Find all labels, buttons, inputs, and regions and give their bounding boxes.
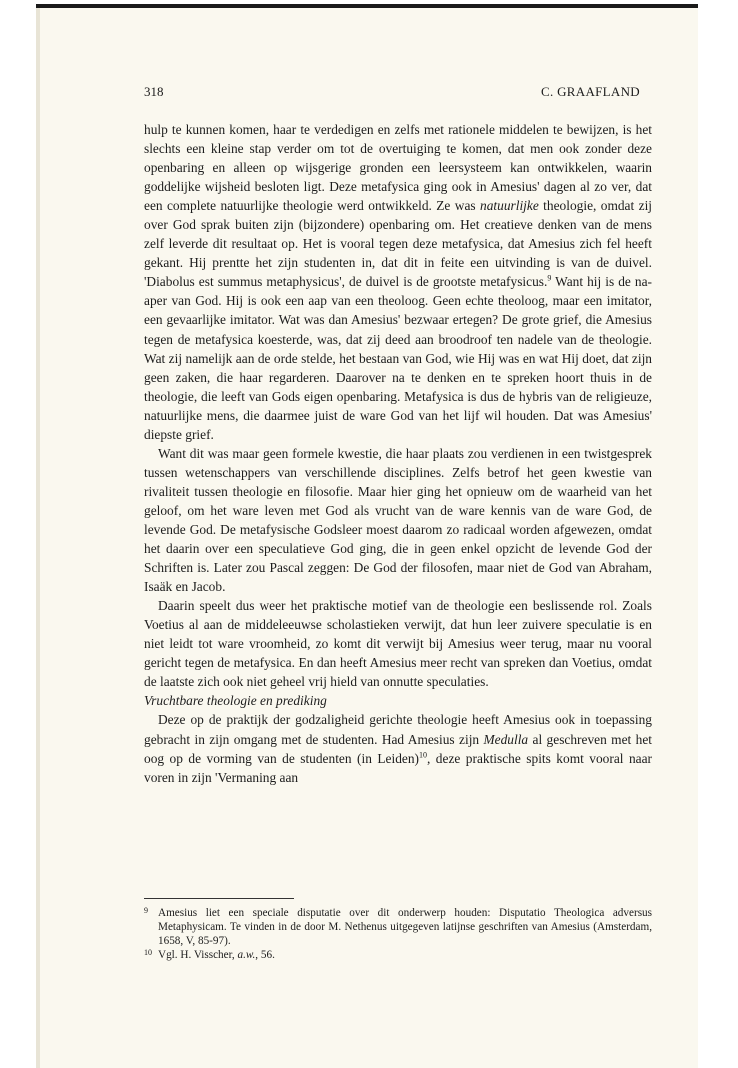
paragraph-4-text-c: , deze praktische spits komt vooral naar voren in zijn 'Vermaning aan [144,750,653,785]
running-head [144,84,640,102]
page-number: 318 [144,84,164,99]
body-text [144,120,652,787]
footnote-mark: 10 [144,948,152,957]
emphasis-natuurlijke: natuurlijke [480,198,539,214]
section-heading: Vruchtbare theologie en prediking [144,693,327,709]
footnote-9 [144,906,652,948]
footnote-mark: 9 [144,906,148,915]
footnote-rule [144,898,294,899]
page-gutter [36,8,40,1068]
paragraph-2: Want dit was maar geen formele kwestie, die haar plaats zou verdienen in een twistgesprek tussen wetenschappers van verschillende disciplines. Zelfs betrof het geen kwestie van rivaliteit tussen theologie en filosofie. Maar hier ging het opnieuw om de waarheid van het geloof, om het ware leven met God als vrucht van de ware kennis van de ware God, de levende God. De metafysische Godsleer moest daarom zo radicaal worden afgewezen, omdat het daarin over een speculatieve God ging, die in geen enkel opzicht de levende God der Schriften is. Later zou Pascal zeggen: De God der filosofen, maar niet de God van Abraham, Isaäk en Jacob. [144,445,652,595]
footnote-text: Amesius liet een speciale disputatie over dit onderwerp houden: Disputatio Theologica adversus Metaphysicam. Te vinden in de door M. Nethenus uitgegeven latijnse geschriften van Amesius (Amsterdam, 1658, V, 85-97). [158,907,652,947]
paragraph-4 [144,710,652,786]
running-title: C. GRAAFLAND [541,84,640,99]
footnote-10 [144,948,652,962]
footnote-emphasis: a.w. [237,949,256,961]
paragraph-4-text-b: al geschreven met het oog op de vorming van de studenten (in Leiden) [144,731,652,766]
footnote-ref-10[interactable]: 10 [419,750,427,760]
footnote-ref-9[interactable]: 9 [547,273,552,283]
emphasis-medulla: Medulla [483,731,529,747]
book-page [36,4,698,1068]
paragraph-1-text-a: hulp te kunnen komen, haar te verdedigen en zelfs met rationele middelen te bewijzen, is het slechts een kleine stap verder om tot de overtuiging te komen, dat men ook zonder deze openbaring en alleen op wijsgerige gronden een leersysteem kan ontwikkelen, waarin goddelijke wijsheid besloten ligt. Deze metafysica ging ook in Amesius' dagen al zo ver, dat een complete natuurlijke theologie werd ontwikkeld. Ze was [144,122,652,214]
footnote-text-b: , 56. [255,949,275,961]
paragraph-3: Daarin speelt dus weer het praktische motief van de theologie een beslissende rol. Zoals Voetius al aan de middeleeuwse scholastieken verwijt, dat hun leer zuivere speculatie is en niet leidt tot ware vroomheid, zo komt dit verwijt bij Amesius weer terug, maar nu vooral gericht tegen de metafysica. En dan heeft Amesius meer recht van spreken dan Voetius, omdat de laatste zich ook niet geheel vrij hield van onnutte speculaties. [144,598,652,690]
paragraph-4-text-a: Deze op de praktijk der godzaligheid gerichte theologie heeft Amesius ook in toepassing gebracht in zijn omgang met de studenten. Had Amesius zijn [144,712,652,747]
footnote-text-a: Vgl. H. Visscher, [158,949,238,961]
paragraph-1 [144,120,652,444]
footnotes [144,906,652,962]
paragraph-1-text-b: theologie, omdat zij over God sprak buiten zijn (bijzondere) openbaring om. Het creatieve denken van de mens zelf leverde dit resultaat op. Het is vooral tegen deze metafysica, dat Amesius zich fel heeft gekant. Hij prentte het zijn studenten in, dat dit in feite een uitvinding is van de duivel. 'Diabolus est summus metaphysicus', de duivel is de grootste metafysicus. [144,198,653,290]
paragraph-1-text-c: Want hij is de na-aper van God. Hij is ook een aap van een theoloog. Geen echte theoloog, maar een imitator, een gevaarlijke imitator. Wat was dan Amesius' bezwaar ertegen? De grote grief, die Amesius tegen de metafysica koesterde, was, dat zij deed aan broodroof ten nadele van de theologie. Wat zij namelijk aan de orde stelde, het bestaan van God, wie Hij was en wat Hij doet, dat zijn geen zaken, die haar regarderen. Daarover na te denken en te spreken hoort thuis in de theologie, die leeft van Gods eigen openbaring. Metafysica is dus de hybris van de religieuze, natuurlijke mens, die daarmee juist de ware God van het lijf wil houden. Dat was Amesius' diepste grief. [144,274,652,442]
